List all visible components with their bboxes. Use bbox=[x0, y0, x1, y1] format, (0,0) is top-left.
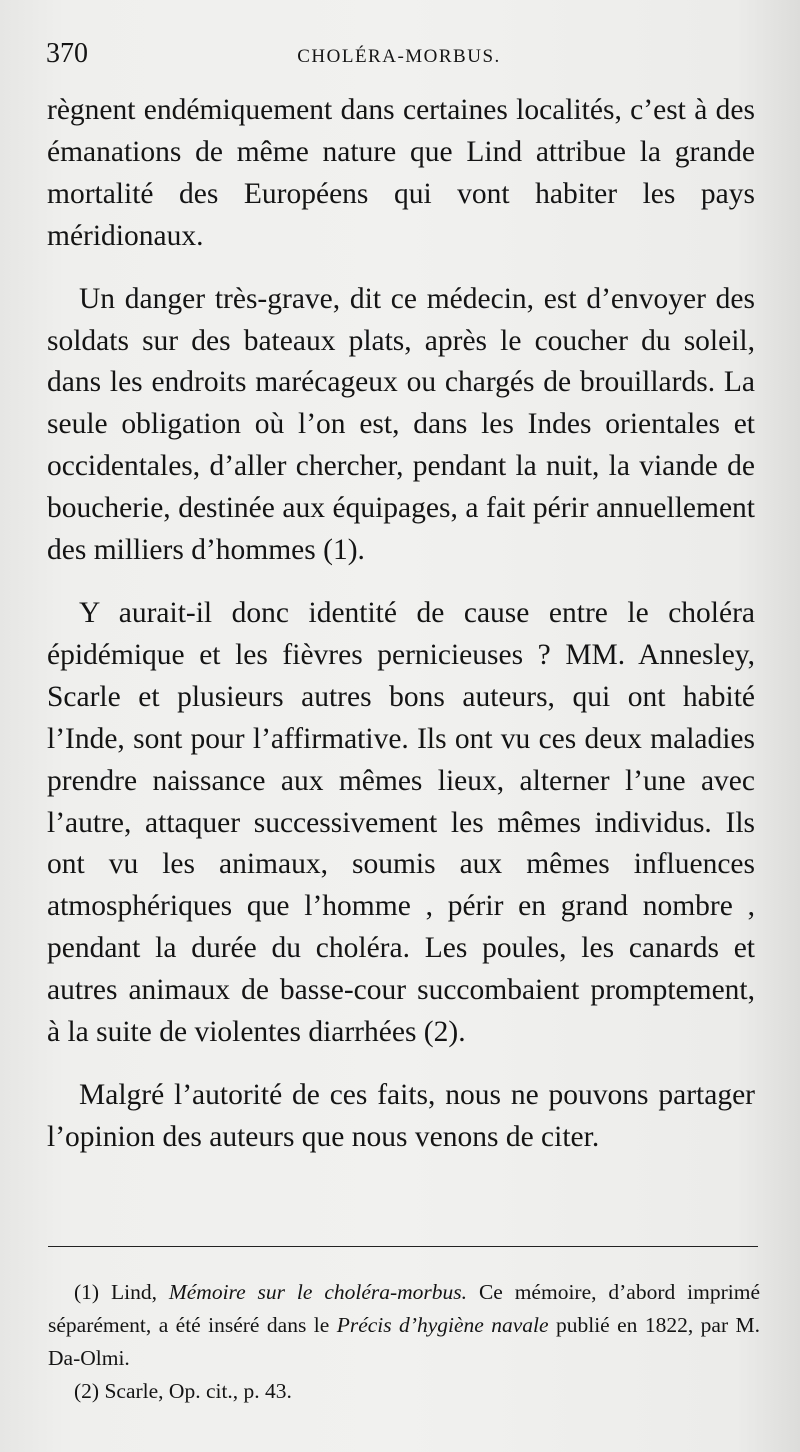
footnote-rule bbox=[48, 1246, 758, 1247]
page-header bbox=[46, 38, 752, 78]
running-head: CHOLÉRA-MORBUS. bbox=[297, 46, 501, 67]
paragraph-1: règnent endémiquement dans certaines localités, c’est à des émanations de même nature que Lind attribue la grande mortalité des Européens qui vont habiter les pays méridionaux. bbox=[47, 94, 755, 252]
footnote-1 bbox=[48, 1276, 760, 1375]
paragraph-4: Malgré l’autorité de ces faits, nous ne pouvons partager l’opinion des auteurs que nous venons de citer. bbox=[47, 1078, 755, 1153]
footnote-1-title: Mémoire sur le choléra-morbus. bbox=[168, 1280, 468, 1304]
paragraph-3: Y aurait-il donc identité de cause entre le choléra épidémique et les fièvres pernicieuses ? MM. Annesley, Scarle et plusieurs autres bons auteurs, qui ont habité l’Inde, sont pour l’affirmative. Ils ont vu ces deux maladies prendre naissance aux mêmes lieux, alterner l’une avec l’autre, attaquer successivement les mêmes individus. Ils ont vu les animaux, soumis aux mêmes influences atmosphériques que l’homme , périr en grand nombre , pendant la durée du choléra. Les poules, les canards et autres animaux de basse-cour succombaient promptement, à la suite de violentes diarrhées (2). bbox=[47, 596, 755, 1049]
page-number: 370 bbox=[46, 38, 88, 69]
footnote-2: (2) Scarle, Op. cit., p. 43. bbox=[74, 1379, 292, 1403]
footnotes bbox=[48, 1276, 760, 1408]
paragraph-2: Un danger très-grave, dit ce médecin, est d’envoyer des soldats sur des bateaux plats, après le coucher du soleil, dans les endroits marécageux ou chargés de brouillards. La seule obligation où l’on est, dans les Indes orientales et occidentales, d’aller chercher, pendant la nuit, la viande de boucherie, destinée aux équipages, a fait périr annuellement des milliers d’hommes (1). bbox=[47, 282, 755, 567]
body-text bbox=[47, 90, 755, 1159]
footnote-1-title2: Précis d’hygiène navale bbox=[336, 1313, 549, 1337]
footnote-1-text-b: publié en 1822, par M. Da-Olmi. bbox=[48, 1313, 761, 1370]
footnote-1-text-a: Ce mémoire, d’abord imprimé séparément, a été inséré dans le bbox=[48, 1280, 760, 1337]
footnote-1-marker: (1) Lind, bbox=[74, 1280, 157, 1304]
